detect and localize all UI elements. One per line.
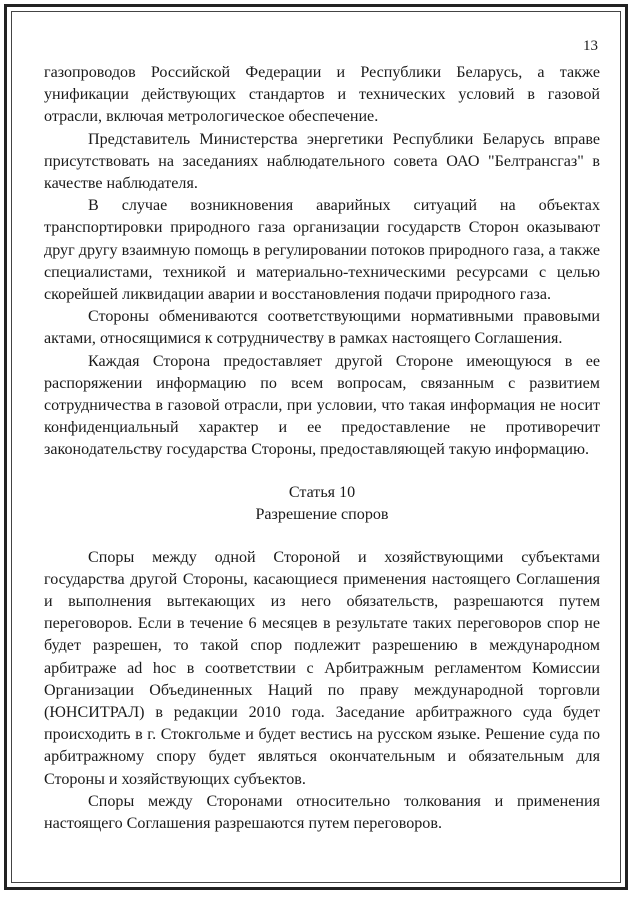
paragraph: В случае возникновения аварийных ситуаций на объектах транспортировки природного газа организации государств Сторон оказывают друг другу взаимную помощь в регулировании потоков природного газа, а также специалистами, техникой и материально-техническими ресурсами с целью скорейшей ликвидации аварии и восстановления подачи природного газа. (44, 197, 600, 304)
document-body (44, 62, 600, 835)
article-title: Разрешение споров (255, 505, 389, 523)
paragraph: газопроводов Российской Федерации и Республики Беларусь, а также унификации действующих стандартов и технических условий в газовой отрасли, включая метрологическое обеспечение. (44, 64, 600, 126)
article-heading (44, 482, 600, 526)
paragraph: Споры между Сторонами относительно толкования и применения настоящего Соглашения разрешаются путем переговоров. (44, 792, 600, 833)
paragraph: Стороны обмениваются соответствующими нормативными правовыми актами, относящимися к сотрудничеству в рамках настоящего Соглашения. (44, 308, 600, 348)
paragraph: Споры между одной Стороной и хозяйствующими субъектами государства другой Стороны, касающиеся применения настоящего Соглашения и выполнения вытекающих из него обязательств, разрешаются путем переговоров. Если в течение 6 месяцев в результате таких переговоров спор не будет разрешен, то такой спор подлежит разрешению в международном арбитраже ad hoc в соответствии с Арбитражным регламентом Комиссии Организации Объединенных Наций по праву международной торговли (ЮНСИТРАЛ) в редакции 2010 года. Заседание арбитражного суда будет происходить в г. Стокгольме и будет вестись на русском языке. Решение суда по арбитражному спору будет являться окончательным и обязательным для Стороны и хозяйствующих субъектов. (44, 548, 600, 788)
paragraph: Представитель Министерства энергетики Республики Беларусь вправе присутствовать на заседаниях наблюдательного совета ОАО "Белтрансгаз" в качестве наблюдателя. (44, 130, 600, 193)
page-number: 13 (583, 38, 598, 54)
paragraph: Каждая Сторона предоставляет другой Стороне имеющуюся в ее распоряжении информацию по всем вопросам, связанным с развитием сотрудничества в газовой отрасли, при условии, что такая информация не носит конфиденциальный характер и ее предоставление не противоречит законодательству государства Стороны, предоставляющей такую информацию. (44, 352, 600, 459)
article-number: Статья 10 (288, 483, 356, 501)
